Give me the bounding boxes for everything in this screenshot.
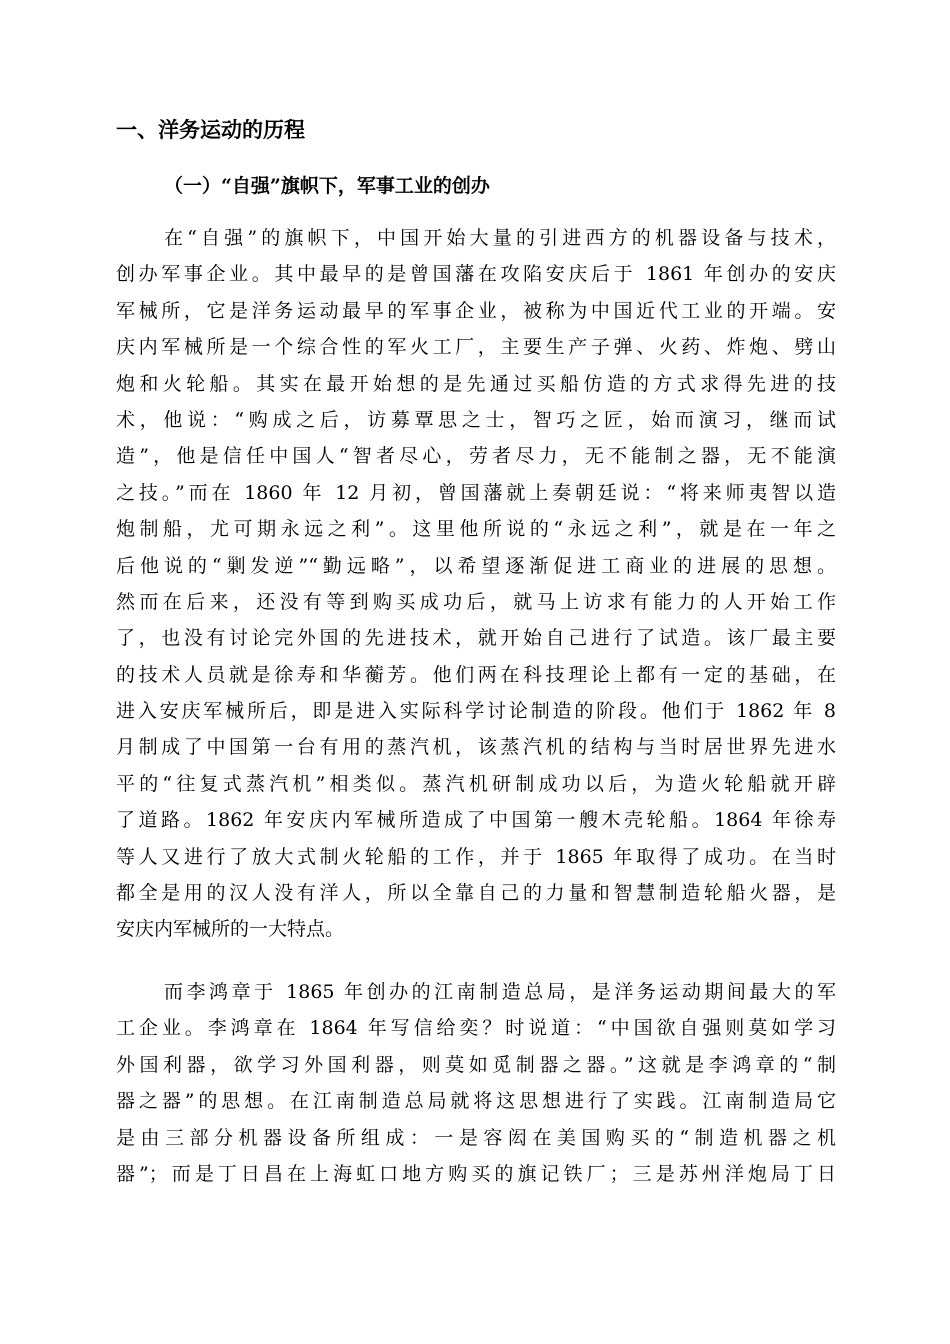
paragraph-line: 炮制船，尤可期永远之利”。这里他所说的“永远之利”，就是在一年之	[116, 518, 836, 541]
subheading: （一）“自强”旗帜下，军事工业的创办	[164, 175, 490, 197]
paragraph-line: 庆内军械所是一个综合性的军火工厂，主要生产子弹、火药、炸炮、劈山	[116, 336, 836, 359]
paragraph-line: 后他说的“剿发逆”“勤远略”，以希望逐渐促进工商业的进展的思想。	[116, 554, 836, 577]
paragraph-line: 炮和火轮船。其实在最开始想的是先通过买船仿造的方式求得先进的技	[116, 372, 836, 395]
paragraph-2	[116, 974, 836, 1192]
paragraph-line: 术，他说：“购成之后，访募覃思之士，智巧之匠，始而演习，继而试	[116, 408, 836, 431]
paragraph-line: 器”；而是丁日昌在上海虹口地方购买的旗记铁厂；三是苏州洋炮局丁日	[116, 1162, 836, 1185]
section-heading: 一、洋务运动的历程	[116, 118, 305, 142]
paragraph-line: 之技。”而在 1860 年 12 月初，曾国藩就上奏朝廷说：“将来师夷智以造	[116, 481, 836, 504]
paragraph-line: 的技术人员就是徐寿和华蘅芳。他们两在科技理论上都有一定的基础，在	[116, 663, 836, 686]
paragraph-line: 创办军事企业。其中最早的是曾国藩在攻陷安庆后于 1861 年创办的安庆	[116, 263, 836, 286]
paragraph-line: 工企业。李鸿章在 1864 年写信给奕？时说道：“中国欲自强则莫如学习	[116, 1017, 836, 1040]
paragraph-line: 进入安庆军械所后，即是进入实际科学讨论制造的阶段。他们于 1862 年 8	[116, 700, 836, 723]
paragraph-line: 是由三部分机器设备所组成：一是容闳在美国购买的“制造机器之机	[116, 1126, 836, 1149]
paragraph-line: 器之器”的思想。在江南制造总局就将这思想进行了实践。江南制造局它	[116, 1090, 836, 1113]
paragraph-line: 了道路。1862 年安庆内军械所造成了中国第一艘木壳轮船。1864 年徐寿	[116, 809, 836, 832]
paragraph-line: 等人又进行了放大式制火轮船的工作，并于 1865 年取得了成功。在当时	[116, 845, 836, 868]
paragraph-line: 月制成了中国第一台有用的蒸汽机，该蒸汽机的结构与当时居世界先进水	[116, 736, 836, 759]
paragraph-line: 在“自强”的旗帜下，中国开始大量的引进西方的机器设备与技术，	[164, 227, 836, 249]
paragraph-line: 军械所，它是洋务运动最早的军事企业，被称为中国近代工业的开端。安	[116, 299, 836, 322]
paragraph-line: 然而在后来，还没有等到购买成功后，就马上访求有能力的人开始工作	[116, 590, 836, 613]
paragraph-line: 都全是用的汉人没有洋人，所以全靠自己的力量和智慧制造轮船火器，是	[116, 882, 836, 905]
paragraph-line: 平的“往复式蒸汽机”相类似。蒸汽机研制成功以后，为造火轮船就开辟	[116, 772, 836, 795]
paragraph-1	[116, 220, 836, 948]
paragraph-line: 而李鸿章于 1865 年创办的江南制造总局，是洋务运动期间最大的军	[164, 981, 836, 1003]
paragraph-line: 外国利器，欲学习外国利器，则莫如觅制器之器。”这就是李鸿章的“制	[116, 1053, 836, 1076]
paragraph-line: 了，也没有讨论完外国的先进技术，就开始自己进行了试造。该厂最主要	[116, 627, 836, 650]
paragraph-line: 造”，他是信任中国人“智者尽心，劳者尽力，无不能制之器，无不能演	[116, 445, 836, 468]
paragraph-line: 安庆内军械所的一大特点。	[116, 918, 345, 941]
